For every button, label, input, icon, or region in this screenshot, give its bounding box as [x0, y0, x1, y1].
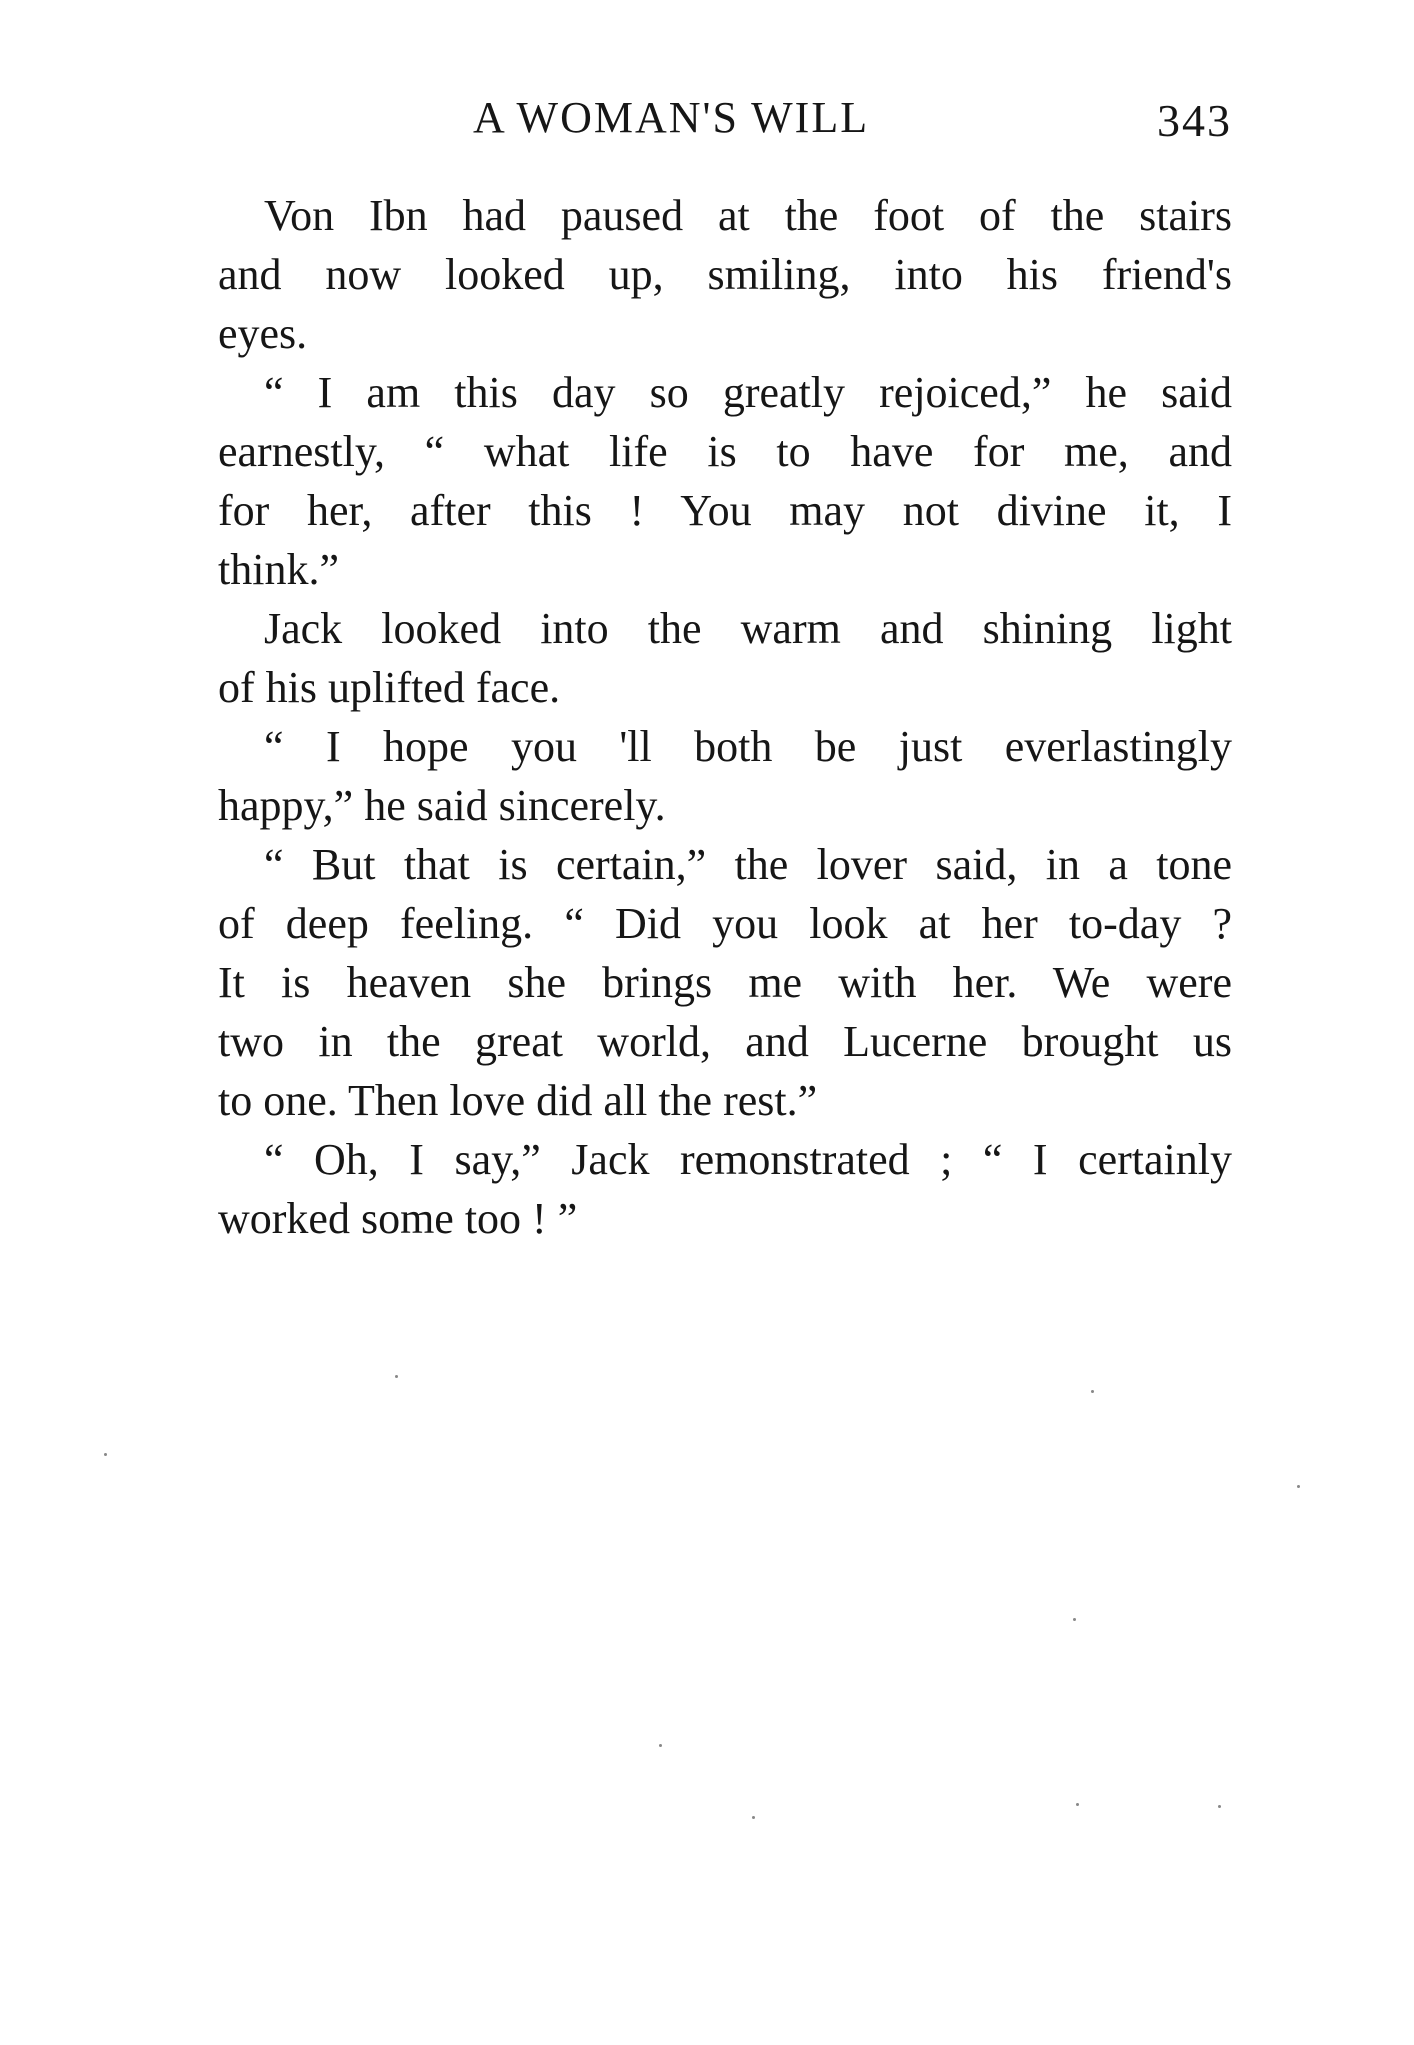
text-line: happy,” he said sincerely.: [218, 781, 666, 830]
text-line: think.”: [218, 545, 339, 594]
running-head-title: A WOMAN'S WILL: [473, 93, 870, 142]
scan-speck: [1091, 1390, 1094, 1393]
running-head: [218, 92, 1232, 162]
text-line: “ But that is certain,” the lover said, in a tone: [264, 840, 1232, 889]
text-line: of his uplifted face.: [218, 663, 561, 712]
text-line: It is heaven she brings me with her. We were: [218, 958, 1232, 1007]
text-line: “ I hope you 'll both be just everlastingly: [264, 722, 1232, 771]
text-line: to one. Then love did all the rest.”: [218, 1076, 818, 1125]
text-line: eyes.: [218, 309, 308, 358]
scan-speck: [1297, 1485, 1300, 1488]
page-number: 343: [1157, 95, 1232, 146]
scan-speck: [752, 1816, 755, 1819]
scan-speck: [395, 1375, 398, 1378]
scan-speck: [1073, 1618, 1076, 1621]
scan-speck: [659, 1744, 662, 1747]
text-line: “ I am this day so greatly rejoiced,” he said: [264, 368, 1232, 417]
scan-speck: [1076, 1803, 1079, 1806]
text-line: of deep feeling. “ Did you look at her to-day ?: [218, 899, 1232, 948]
text-line: “ Oh, I say,” Jack remonstrated ; “ I certainly: [264, 1135, 1232, 1184]
text-line: worked some too ! ”: [218, 1194, 578, 1243]
scan-speck: [1218, 1805, 1221, 1808]
text-line: Von Ibn had paused at the foot of the stairs: [264, 191, 1232, 240]
text-line: Jack looked into the warm and shining light: [264, 604, 1232, 653]
body-text: [218, 186, 1232, 1248]
scan-speck: [104, 1453, 107, 1456]
text-line: and now looked up, smiling, into his friend's: [218, 250, 1232, 299]
text-line: two in the great world, and Lucerne brought us: [218, 1017, 1232, 1066]
text-line: earnestly, “ what life is to have for me, and: [218, 427, 1232, 476]
text-line: for her, after this ! You may not divine it, I: [218, 486, 1232, 535]
